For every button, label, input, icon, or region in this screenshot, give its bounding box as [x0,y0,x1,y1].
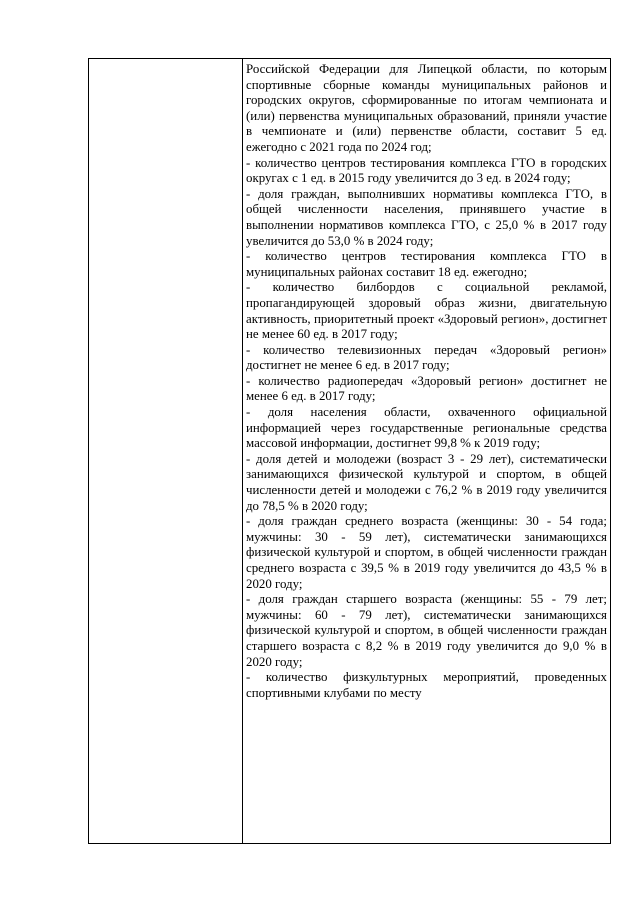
table-row [89,59,611,844]
paragraph: - количество центров тестирования комплекса ГТО в городских округах с 1 ед. в 2015 году увеличится до 3 ед. в 2024 году; [246,155,607,186]
paragraph: - доля граждан среднего возраста (женщины: 30 - 54 года; мужчины: 30 - 59 лет), систематически занимающихся физической культурой и спортом, в общей численности граждан среднего возраста с 39,5 % в 2019 году увеличится до 43,5 % в 2020 году; [246,514,607,591]
table-cell-text [243,59,611,844]
table-cell-empty [89,59,243,844]
paragraph: - количество билбордов с социальной рекламой, пропагандирующей здоровый образ жизни, двигательную активность, приоритетный проект «Здоровый регион», достигнет не менее 60 ед. в 2017 году; [246,280,607,342]
document-table [88,58,611,844]
paragraph: - доля населения области, охваченного официальной информацией через государственные региональные средства массовой информации, достигнет 99,8 % к 2019 году; [246,405,607,451]
paragraph: - количество центров тестирования комплекса ГТО в муниципальных районах составит 18 ед. ежегодно; [246,249,607,279]
paragraph: Российской Федерации для Липецкой области, по которым спортивные сборные команды муниципальных районов и городских округов, сформированные по итогам чемпионата и (или) первенства муниципальных образований, приняли участие в чемпионате и (или) первенстве области, составит 5 ед. ежегодно с 2021 года по 2024 год; [246,62,607,154]
paragraph: - доля граждан старшего возраста (женщины: 55 - 79 лет; мужчины: 60 - 79 лет), систематически занимающихся физической культурой и спортом, в общей численности граждан старшего возраста с 8,2 % в 2019 году увеличится до 9,0 % в 2020 году; [246,592,607,669]
paragraph: - доля детей и молодежи (возраст 3 - 29 лет), систематически занимающихся физической культурой и спортом, в общей численности детей и молодежи с 76,2 % в 2019 году увеличится до 78,5 % в 2020 году; [246,451,607,513]
paragraph: - количество телевизионных передач «Здоровый регион» достигнет не менее 6 ед. в 2017 году; [246,342,607,373]
cell-content [243,59,610,843]
paragraph: - количество радиопередач «Здоровый регион» достигнет не менее 6 ед. в 2017 году; [246,373,607,404]
paragraph: - количество физкультурных мероприятий, проведенных спортивными клубами по месту [246,670,607,700]
paragraph: - доля граждан, выполнивших нормативы комплекса ГТО, в общей численности населения, принявшего участие в выполнении нормативов комплекса ГТО, с 25,0 % в 2017 году увеличится до 53,0 % в 2024 году; [246,186,607,248]
